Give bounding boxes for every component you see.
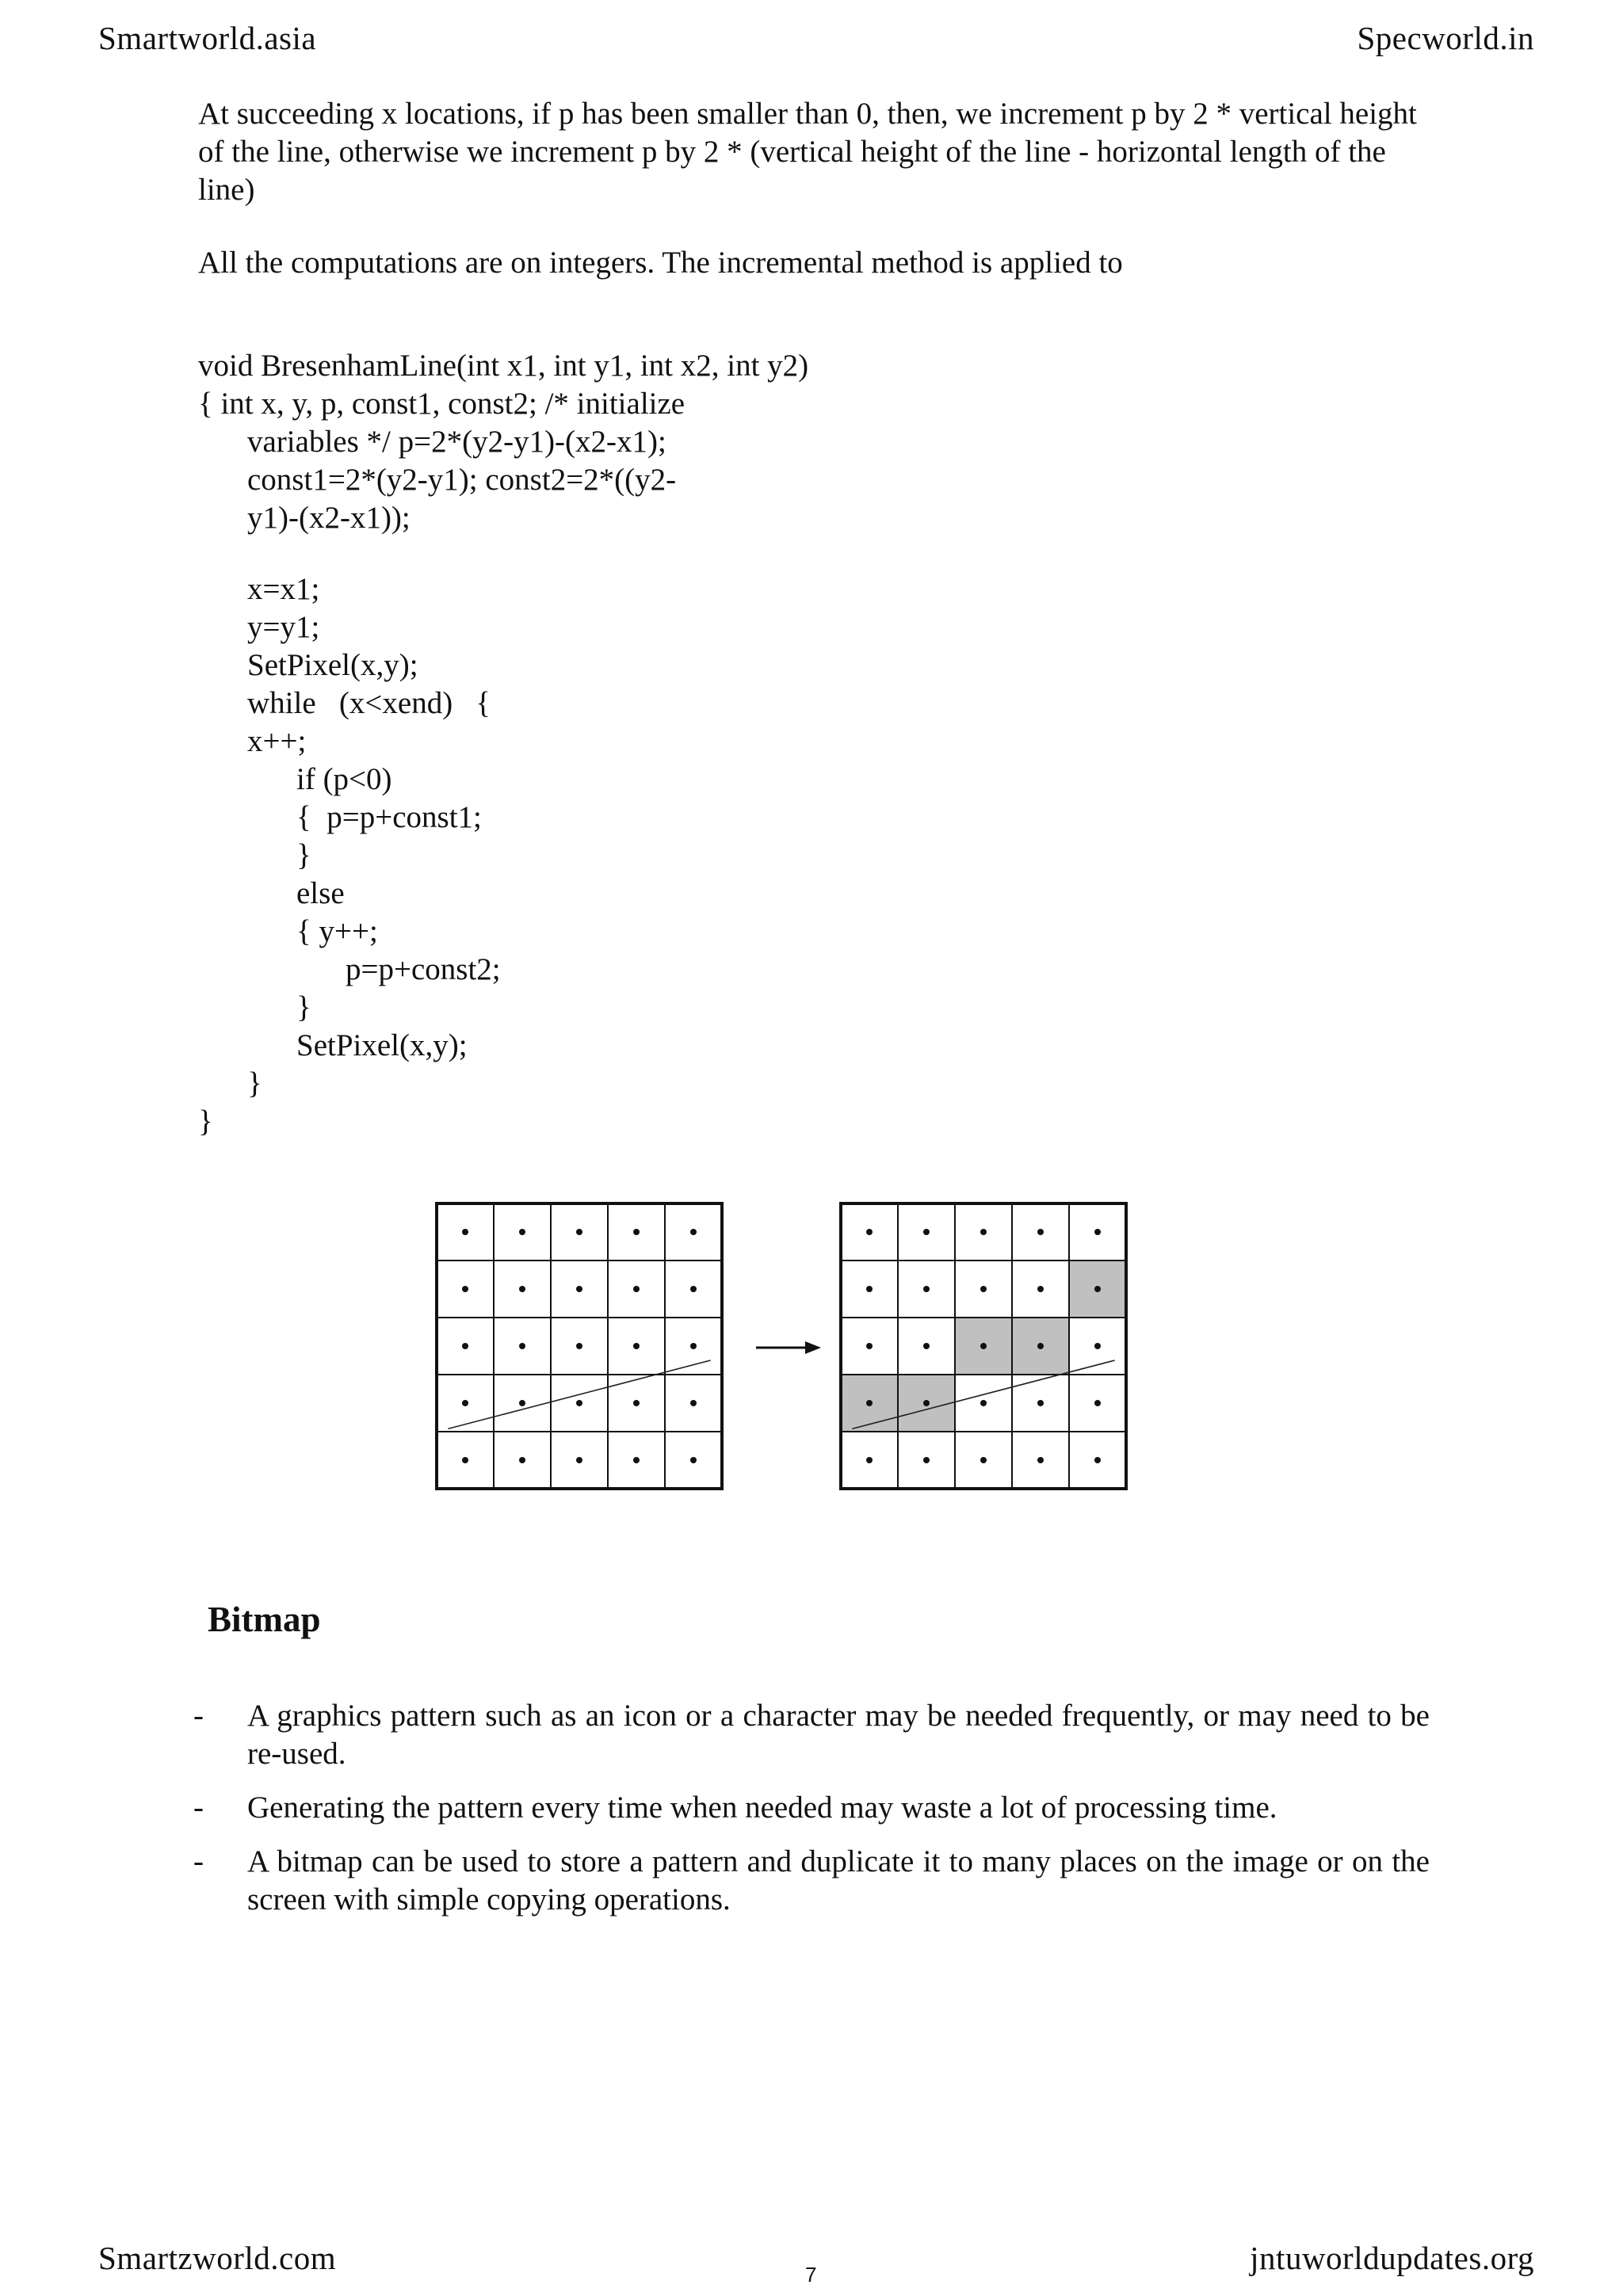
footer-left-site: Smartzworld.com bbox=[98, 2240, 337, 2276]
pixel-center-dot bbox=[866, 1286, 873, 1292]
pixel-center-dot bbox=[1094, 1229, 1101, 1235]
pixel-center-dot bbox=[1037, 1343, 1044, 1349]
code-line: x=x1; bbox=[247, 572, 320, 606]
bullet-text: Generating the pattern every time when needed may waste a lot of processing time. bbox=[247, 1791, 1277, 1825]
paragraph-increment-rule: At succeeding x locations, if p has been smaller than 0, then, we increment p by 2 * vertical height of the line, otherwise we increment p by 2 * (vertical height of the line - horizontal length of the line) bbox=[198, 97, 1417, 207]
footer-right-site: jntuworldupdates.org bbox=[1250, 2240, 1534, 2276]
code-line: else bbox=[296, 876, 345, 910]
header-left-site: Smartworld.asia bbox=[98, 20, 317, 56]
pixel-center-dot bbox=[1094, 1457, 1101, 1463]
bullet-marker: - bbox=[193, 1699, 204, 1733]
pixel-center-dot bbox=[690, 1457, 697, 1463]
pixel-center-dot bbox=[1094, 1343, 1101, 1349]
list-item bbox=[193, 1843, 1430, 1919]
ideal-line bbox=[448, 1360, 710, 1428]
pixel-center-dot bbox=[633, 1229, 640, 1235]
pixel-center-dot bbox=[690, 1343, 697, 1349]
pixel-center-dot bbox=[519, 1229, 525, 1235]
code-line: SetPixel(x,y); bbox=[296, 1028, 468, 1062]
code-line: SetPixel(x,y); bbox=[247, 648, 418, 682]
code-line: while (x<xend) { bbox=[247, 686, 491, 720]
list-item bbox=[193, 1789, 1430, 1827]
pixel-center-dot bbox=[1037, 1400, 1044, 1406]
pixel-center-dot bbox=[923, 1229, 930, 1235]
section-heading-bitmap: Bitmap bbox=[208, 1600, 321, 1639]
bullet-marker: - bbox=[193, 1844, 204, 1878]
pixel-center-dot bbox=[576, 1400, 582, 1406]
pixel-center-dot bbox=[633, 1343, 640, 1349]
bullet-marker: - bbox=[193, 1791, 204, 1825]
pixel-center-dot bbox=[866, 1457, 873, 1463]
grid-before bbox=[434, 1201, 727, 1494]
pixel-center-dot bbox=[923, 1343, 930, 1349]
code-line: x++; bbox=[247, 724, 307, 758]
code-line: { p=p+const1; bbox=[296, 800, 482, 834]
pixel-center-dot bbox=[980, 1229, 987, 1235]
code-line: y1)-(x2-x1)); bbox=[247, 501, 411, 535]
pixel-center-dot bbox=[923, 1286, 930, 1292]
pixel-center-dot bbox=[690, 1229, 697, 1235]
code-line: } bbox=[296, 990, 311, 1024]
bullet-text: A graphics pattern such as an icon or a character may be needed frequently, or may need to be re-used. bbox=[247, 1699, 1430, 1771]
pixel-center-dot bbox=[866, 1229, 873, 1235]
pixel-center-dot bbox=[633, 1286, 640, 1292]
pixel-center-dot bbox=[1094, 1286, 1101, 1292]
pixel-center-dot bbox=[980, 1286, 987, 1292]
grid-after bbox=[838, 1201, 1132, 1494]
list-item bbox=[193, 1697, 1430, 1773]
pixel-center-dot bbox=[576, 1229, 582, 1235]
pixel-center-dot bbox=[462, 1343, 468, 1349]
pixel-center-dot bbox=[1094, 1400, 1101, 1406]
pixel-center-dot bbox=[576, 1286, 582, 1292]
code-line: } bbox=[198, 1104, 213, 1138]
pixel-center-dot bbox=[462, 1229, 468, 1235]
header-right-site: Specworld.in bbox=[1357, 20, 1534, 56]
pixel-center-dot bbox=[980, 1457, 987, 1463]
pixel-center-dot bbox=[923, 1457, 930, 1463]
pixel-center-dot bbox=[519, 1286, 525, 1292]
pixel-center-dot bbox=[519, 1400, 525, 1406]
pixel-center-dot bbox=[576, 1343, 582, 1349]
code-line: variables */ p=2*(y2-y1)-(x2-x1); bbox=[247, 425, 666, 459]
code-line: { int x, y, p, const1, const2; /* initialize bbox=[198, 387, 685, 421]
pixel-center-dot bbox=[980, 1400, 987, 1406]
pixel-center-dot bbox=[519, 1457, 525, 1463]
pixel-center-dot bbox=[462, 1286, 468, 1292]
pixel-center-dot bbox=[633, 1400, 640, 1406]
pixel-center-dot bbox=[923, 1400, 930, 1406]
pixel-center-dot bbox=[866, 1400, 873, 1406]
pixel-center-dot bbox=[462, 1400, 468, 1406]
pixel-center-dot bbox=[1037, 1457, 1044, 1463]
bitmap-bullet-list bbox=[193, 1697, 1430, 1935]
code-line: const1=2*(y2-y1); const2=2*((y2- bbox=[247, 463, 677, 497]
pixel-center-dot bbox=[980, 1343, 987, 1349]
bullet-text: A bitmap can be used to store a pattern and duplicate it to many places on the image or on the screen with simple copying operations. bbox=[247, 1844, 1430, 1917]
code-line: p=p+const2; bbox=[346, 952, 501, 986]
pixel-center-dot bbox=[576, 1457, 582, 1463]
paragraph-integer-computation: All the computations are on integers. The incremental method is applied to bbox=[198, 246, 1123, 280]
pixel-center-dot bbox=[519, 1343, 525, 1349]
code-line: y=y1; bbox=[247, 610, 320, 644]
code-line: } bbox=[296, 838, 311, 872]
code-line: if (p<0) bbox=[296, 762, 392, 796]
pixel-center-dot bbox=[1037, 1286, 1044, 1292]
bresenham-pixel-figure bbox=[434, 1201, 1132, 1499]
pixel-center-dot bbox=[462, 1457, 468, 1463]
code-line: { y++; bbox=[296, 914, 378, 948]
arrow-right-icon bbox=[753, 1336, 824, 1360]
pixel-center-dot bbox=[690, 1286, 697, 1292]
pixel-center-dot bbox=[690, 1400, 697, 1406]
code-line: } bbox=[247, 1066, 262, 1100]
code-line: void BresenhamLine(int x1, int y1, int x2, int y2) bbox=[198, 349, 809, 383]
page-number: 7 bbox=[805, 2263, 817, 2286]
pixel-center-dot bbox=[1037, 1229, 1044, 1235]
pixel-center-dot bbox=[633, 1457, 640, 1463]
pixel-center-dot bbox=[866, 1343, 873, 1349]
